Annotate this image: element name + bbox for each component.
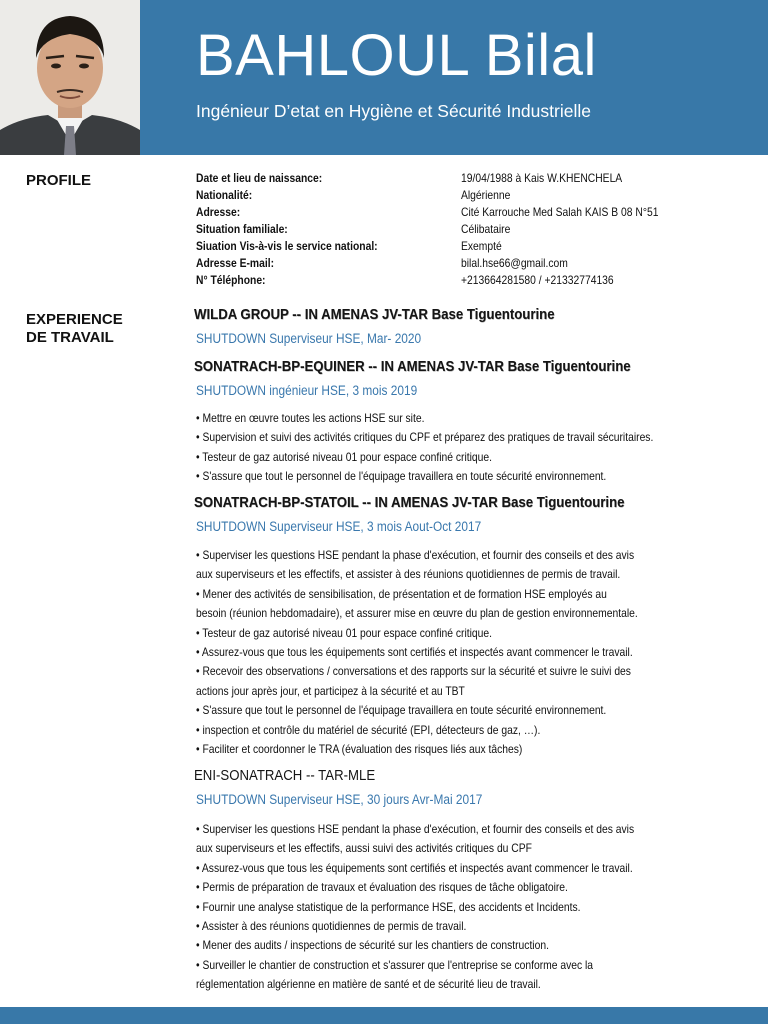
bullet-item: aux superviseurs et les effectifs, et assister à des réunions quotidiennes de permis de travail.: [196, 567, 621, 582]
bullet-item: • Mener des activités de sensibilisation, de présentation et de formation HSE employés au: [196, 586, 607, 601]
profile-value: Algérienne: [461, 188, 511, 202]
bullet-item: • Assurez-vous que tous les équipements sont certifiés et inspectés avant commencer le travail.: [196, 860, 633, 875]
profile-value: Cité Karrouche Med Salah KAIS B 08 N°51: [461, 205, 659, 219]
bullet-item: • S'assure que tout le personnel de l'équipage travaillera en toute sécurité environnement.: [196, 469, 607, 484]
profile-value: Exempté: [461, 239, 502, 253]
section-label-experience: EXPERIENCE DE TRAVAIL: [26, 311, 123, 346]
profile-row-service: [196, 238, 756, 255]
bullet-item: • Superviser les questions HSE pendant la phase d'exécution, et fournir des conseils et des avis: [196, 822, 635, 836]
bullet-item: • Recevoir des observations / conversations et des rapports sur la sécurité et suivre le suivi des: [196, 664, 631, 679]
profile-label: Nationalité:: [196, 188, 253, 202]
bullet-item: • Testeur de gaz autorisé niveau 01 pour espace confiné critique.: [196, 449, 493, 464]
bullet-item: • Mener des audits / inspections de sécurité sur les chantiers de construction.: [196, 938, 549, 953]
bullet-item: aux superviseurs et les effectifs, aussi suivi des activités critiques du CPF: [196, 841, 532, 856]
bullet-item: • Superviser les questions HSE pendant la phase d'exécution, et fournir des conseils et des avis: [196, 548, 635, 562]
profile-photo: [0, 0, 140, 155]
profile-label: Situation familiale:: [196, 222, 288, 236]
profile-label: N° Téléphone:: [196, 273, 266, 287]
bullet-item: • Surveiller le chantier de construction et s'assurer que l'entreprise se conforme avec la: [196, 957, 594, 972]
person-title: Ingénieur D’etat en Hygiène et Sécurité Industrielle: [196, 101, 591, 121]
profile-value: Célibataire: [461, 222, 511, 236]
profile-row-nationality: [196, 187, 756, 204]
job-company: WILDA GROUP -- IN AMENAS JV-TAR Base Tiguentourine: [194, 306, 555, 323]
profile-row-email: [196, 255, 756, 272]
bullet-item: • Assister à des réunions quotidiennes de permis de travail.: [196, 919, 467, 934]
profile-row-phone: [196, 272, 756, 289]
profile-label: Date et lieu de naissance:: [196, 171, 323, 185]
profile-value: 19/04/1988 à Kais W.KHENCHELA: [461, 171, 623, 185]
bullet-item: • Assurez-vous que tous les équipements sont certifiés et inspectés avant commencer le travail.: [196, 645, 633, 660]
profile-value: +213664281580 / +21332774136: [461, 273, 614, 287]
job-role: SHUTDOWN Superviseur HSE, Mar- 2020: [196, 331, 422, 346]
bullet-item: actions jour après jour, et participez à la sécurité et au TBT: [196, 683, 465, 698]
profile-label: Adresse E-mail:: [196, 256, 275, 270]
bullet-item: • Testeur de gaz autorisé niveau 01 pour espace confiné critique.: [196, 625, 493, 640]
job-role: SHUTDOWN Superviseur HSE, 30 jours Avr-Mai 2017: [196, 792, 483, 807]
job-role: SHUTDOWN ingénieur HSE, 3 mois 2019: [196, 383, 418, 398]
profile-label: Siuation Vis-à-vis le service national:: [196, 239, 378, 253]
bullet-item: besoin (réunion hebdomadaire), et assurer mise en œuvre du plan de gestion environnementale.: [196, 606, 638, 621]
profile-row-address: [196, 204, 756, 221]
profile-row-birth: [196, 170, 756, 187]
bullet-item: • inspection et contrôle du matériel de sécurité (EPI, détecteurs de gaz, …).: [196, 722, 541, 737]
profile-row-family: [196, 221, 756, 238]
job-bullets: [196, 546, 719, 759]
footer-bar: [0, 1007, 768, 1024]
bullet-item: réglementation algérienne en matière de santé et de sécurité lieu de travail.: [196, 977, 541, 992]
profile-label: Adresse:: [196, 205, 241, 219]
job-company: ENI-SONATRACH -- TAR-MLE: [194, 767, 376, 784]
bullet-item: • S'assure que tout le personnel de l'équipage travaillera en toute sécurité environnement.: [196, 703, 607, 718]
job-role: SHUTDOWN Superviseur HSE, 3 mois Aout-Oct 2017: [196, 519, 482, 534]
bullet-item: • Supervision et suivi des activités critiques du CPF et préparez des pratiques de travail sécuritaires.: [196, 430, 654, 445]
bullet-item: • Fournir une analyse statistique de la performance HSE, des accidents et Incidents.: [196, 899, 581, 914]
profile-value[interactable]: bilal.hse66@gmail.com: [461, 256, 568, 270]
bullet-item: • Permis de préparation de travaux et évaluation des risques de tâche obligatoire.: [196, 880, 568, 895]
bullet-item: • Mettre en œuvre toutes les actions HSE sur site.: [196, 411, 425, 425]
section-label-profile: PROFILE: [26, 172, 92, 189]
job-company: SONATRACH-BP-STATOIL -- IN AMENAS JV-TAR Base Tiguentourine: [194, 494, 625, 511]
person-name: BAHLOUL Bilal: [196, 23, 597, 88]
job-company: SONATRACH-BP-EQUINER -- IN AMENAS JV-TAR Base Tiguentourine: [194, 358, 631, 375]
bullet-item: • Faciliter et coordonner le TRA (évaluation des risques liés aux tâches): [196, 742, 523, 757]
job-bullets: [196, 409, 719, 487]
job-bullets: [196, 820, 719, 995]
